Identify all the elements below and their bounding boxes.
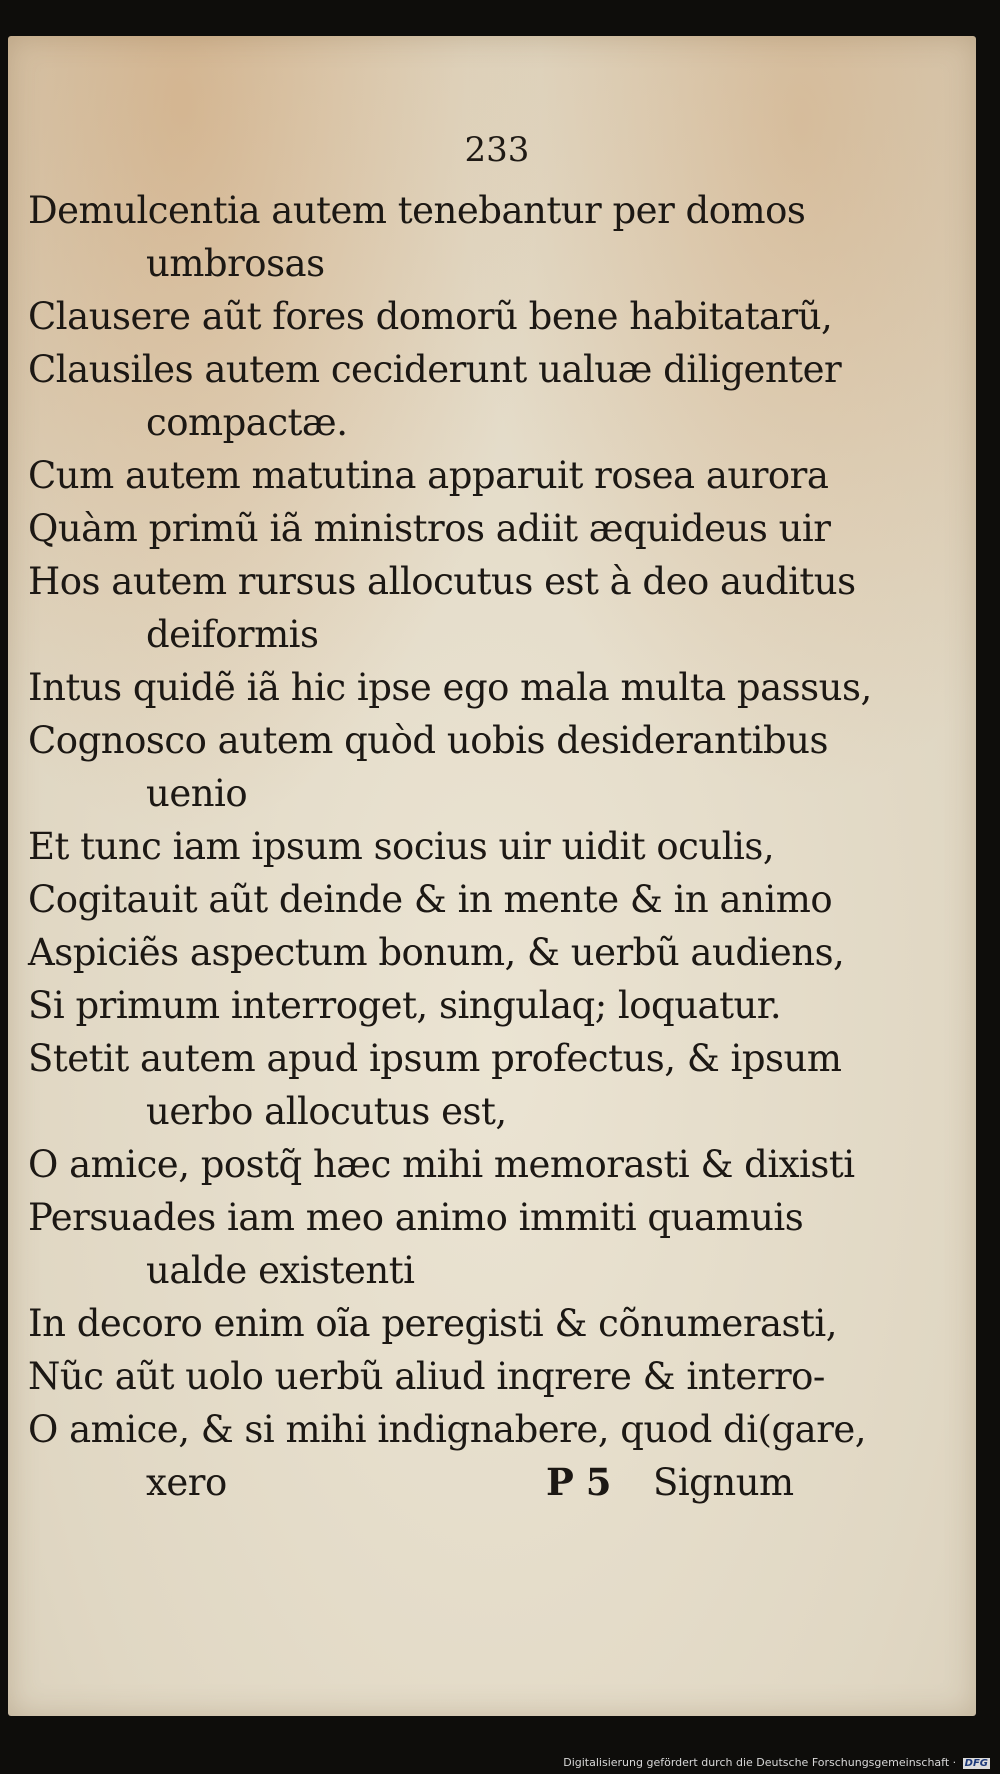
text-line: uerbo allocutus est, (146, 1090, 507, 1133)
text-line: Si primum interroget, singulaq; loquatur. (28, 984, 782, 1027)
text-line: O amice, & si mihi indignabere, quod di(gare, (28, 1408, 867, 1451)
text-line: ualde existenti (146, 1249, 415, 1292)
text-line: Nũc aũt uolo uerbũ aliud inqrere & interro- (28, 1355, 825, 1398)
credit-text: Digitalisierung gefördert durch die Deutsche Forschungsgemeinschaft · (563, 1756, 957, 1769)
signature-mark: P 5 (546, 1460, 611, 1504)
text-line: Cogitauit aũt deinde & in mente & in animo (28, 878, 833, 921)
text-line: compactæ. (146, 401, 348, 444)
text-line: Persuades iam meo animo immiti quamuis (28, 1196, 804, 1239)
text-line: Et tunc iam ipsum socius uir uidit oculis, (28, 825, 775, 868)
text-line: Cognosco autem quòd uobis desiderantibus (28, 719, 828, 762)
last-line-word: xero (146, 1461, 227, 1504)
text-line: Demulcentia autem tenebantur per domos (28, 189, 806, 232)
text-line: Hos autem rursus allocutus est à deo auditus (28, 560, 856, 603)
page-text (28, 184, 872, 1509)
text-line: Intus quidẽ iã hic ipse ego mala multa passus, (28, 666, 872, 709)
text-line: Clausiles autem ceciderunt ualuæ diligenter (28, 348, 842, 391)
dfg-logo-icon: DFG (964, 1758, 988, 1769)
text-line: umbrosas (146, 242, 325, 285)
page-number: 233 (464, 130, 530, 170)
book-page (8, 36, 976, 1716)
text-line: Aspiciẽs aspectum bonum, & uerbũ audiens, (28, 931, 845, 974)
text-line: O amice, postq̃ hæc mihi memorasti & dixisti (28, 1143, 855, 1186)
text-line: Clausere aũt fores domorũ bene habitatarũ, (28, 295, 833, 338)
text-line: uenio (146, 772, 248, 815)
text-line: In decoro enim oĩa peregisti & cõnumerasti, (28, 1302, 838, 1345)
catchword: Signum (653, 1461, 794, 1504)
digitization-credit (563, 1756, 990, 1769)
text-line: Quàm primũ iã ministros adiit æquideus uir (28, 507, 831, 550)
text-line: deiformis (146, 613, 319, 656)
text-line: Cum autem matutina apparuit rosea aurora (28, 454, 829, 497)
text-line: Stetit autem apud ipsum profectus, & ipsum (28, 1037, 842, 1080)
text-line-last (28, 1456, 828, 1509)
